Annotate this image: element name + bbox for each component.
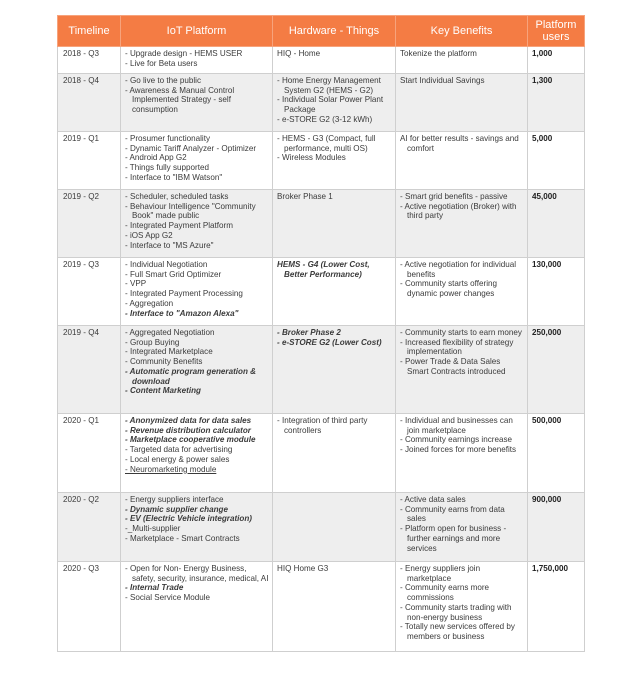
- table-row: [58, 74, 585, 132]
- users-cell: 900,000: [528, 493, 585, 562]
- hardware-cell: [273, 326, 396, 414]
- roadmap-table: [57, 15, 585, 652]
- users-cell: 1,750,000: [528, 562, 585, 652]
- table-row: [58, 414, 585, 493]
- iot-line: - VPP: [125, 279, 147, 289]
- hardware-line: HIQ - Home: [277, 49, 321, 58]
- timeline-cell: 2020 - Q1: [58, 414, 121, 493]
- iot-line: - Aggregated Negotiation: [125, 328, 215, 337]
- iot-line: - Targeted data for advertising: [125, 445, 233, 455]
- hardware-line: HIQ Home G3: [277, 564, 329, 573]
- users-cell: 5,000: [528, 132, 585, 190]
- timeline-cell: 2020 - Q3: [58, 562, 121, 652]
- header-platform-users: Platform users: [528, 16, 585, 47]
- header-iot-platform: IoT Platform: [121, 16, 273, 47]
- hardware-cell: [273, 47, 396, 74]
- iot-line: - Aggregation: [125, 298, 174, 308]
- iot-cell: [121, 258, 273, 326]
- timeline-cell: 2019 - Q1: [58, 132, 121, 190]
- hardware-cell: [273, 258, 396, 326]
- table-row: [58, 562, 585, 652]
- iot-cell: [121, 74, 273, 132]
- table-row: [58, 258, 585, 326]
- table-row: [58, 190, 585, 258]
- iot-line: - Interface to "MS Azure": [125, 240, 214, 250]
- hardware-line: - Individual Solar Power Plant Package: [277, 95, 384, 115]
- iot-line: - Live for Beta users: [125, 58, 198, 68]
- hardware-line: - Wireless Modules: [277, 153, 346, 163]
- iot-line-emphasis: - Content Marketing: [125, 386, 201, 396]
- iot-line-emphasis: - Automatic program generation & download: [125, 366, 257, 386]
- benefit-line: - Community starts offering dynamic power changes: [400, 279, 498, 299]
- timeline-cell: 2019 - Q2: [58, 190, 121, 258]
- iot-line: - Integrated Payment Platform: [125, 221, 233, 231]
- benefit-line: - Totally new services offered by members or business: [400, 622, 515, 641]
- benefit-line: Start Individual Savings: [400, 76, 485, 85]
- benefit-line: Tokenize the platform: [400, 49, 477, 58]
- hardware-line: - HEMS - G3 (Compact, full performance, multi OS): [277, 134, 376, 153]
- benefit-line: - Power Trade & Data Sales Smart Contracts introduced: [400, 357, 506, 376]
- iot-cell: [121, 132, 273, 190]
- hardware-line-emphasis: - e-STORE G2 (Lower Cost): [277, 337, 382, 347]
- iot-line: - Energy suppliers interface: [125, 495, 224, 504]
- benefit-line: - Community starts trading with non-energy business: [400, 602, 512, 622]
- iot-line: - iOS App G2: [125, 230, 173, 240]
- iot-line: - Group Buying: [125, 337, 180, 347]
- timeline-cell: 2018 - Q3: [58, 47, 121, 74]
- benefit-line: - Active data sales: [400, 495, 466, 504]
- users-cell: 1,000: [528, 47, 585, 74]
- benefit-line: - Community earnings increase: [400, 435, 513, 445]
- header-row: [58, 16, 585, 47]
- hardware-line-emphasis: HEMS - G4 (Lower Cost, Better Performance): [277, 260, 370, 279]
- users-cell: 45,000: [528, 190, 585, 258]
- benefit-line: - Joined forces for more benefits: [400, 445, 517, 455]
- header-hardware: Hardware - Things: [273, 16, 396, 47]
- table-row: [58, 493, 585, 562]
- iot-line: - Prosumer functionality: [125, 134, 211, 143]
- benefit-line: - Community starts to earn money: [400, 328, 522, 337]
- hardware-cell: [273, 74, 396, 132]
- users-cell: 1,300: [528, 74, 585, 132]
- benefits-cell: [396, 562, 528, 652]
- hardware-line-emphasis: - Broker Phase 2: [277, 328, 341, 337]
- benefit-line: - Energy suppliers join marketplace: [400, 564, 481, 583]
- benefit-line: - Smart grid benefits - passive: [400, 192, 508, 201]
- iot-line: - Open for Non- Energy Business, safety, security, insurance, medical, AI: [125, 564, 269, 583]
- benefit-line: - Increased flexibility of strategy implementation: [400, 337, 514, 357]
- iot-cell: [121, 493, 273, 562]
- benefits-cell: [396, 47, 528, 74]
- iot-line: - Marketplace - Smart Contracts: [125, 533, 240, 543]
- iot-line-emphasis: - Marketplace cooperative module: [125, 435, 256, 445]
- hardware-cell: [273, 493, 396, 562]
- iot-line-emphasis: - Interface to "Amazon Alexa": [125, 308, 239, 318]
- iot-line-emphasis: - Anonymized data for data sales: [125, 416, 252, 425]
- benefit-line: - Platform open for business - further earnings and more services: [400, 524, 507, 553]
- hardware-cell: [273, 562, 396, 652]
- iot-line-underlined: - Neuromarketing module: [125, 464, 217, 474]
- iot-line-emphasis: - Revenue distribution calculator: [125, 425, 251, 435]
- iot-line: - Dynamic Tariff Analyzer - Optimizer: [125, 143, 257, 153]
- hardware-line: - Integration of third party controllers: [277, 416, 368, 435]
- iot-line: - Integrated Payment Processing: [125, 289, 243, 299]
- iot-line: - Interface to "IBM Watson": [125, 172, 223, 182]
- iot-line: - Android App G2: [125, 153, 187, 163]
- users-cell: 250,000: [528, 326, 585, 414]
- benefit-line: - Community earns from data sales: [400, 504, 505, 524]
- benefit-line: - Active negotiation (Broker) with third party: [400, 201, 517, 221]
- benefits-cell: [396, 493, 528, 562]
- header-timeline: Timeline: [58, 16, 121, 47]
- hardware-cell: [273, 132, 396, 190]
- header-key-benefits: Key Benefits: [396, 16, 528, 47]
- iot-line: - Awareness & Manual Control Implemented Strategy - self consumption: [125, 85, 235, 115]
- iot-line: - Social Service Module: [125, 593, 211, 603]
- iot-line: - Go live to the public: [125, 76, 202, 85]
- table-row: [58, 132, 585, 190]
- table-row: [58, 326, 585, 414]
- timeline-cell: 2019 - Q4: [58, 326, 121, 414]
- timeline-cell: 2020 - Q2: [58, 493, 121, 562]
- iot-line: - Things fully supported: [125, 163, 209, 173]
- timeline-cell: 2018 - Q4: [58, 74, 121, 132]
- iot-cell: [121, 414, 273, 493]
- benefits-cell: [396, 132, 528, 190]
- benefits-cell: [396, 190, 528, 258]
- timeline-cell: 2019 - Q3: [58, 258, 121, 326]
- hardware-line: Broker Phase 1: [277, 192, 333, 201]
- benefits-cell: [396, 74, 528, 132]
- benefit-line: - Community earns more commissions: [400, 583, 490, 603]
- benefits-cell: [396, 414, 528, 493]
- iot-cell: [121, 47, 273, 74]
- iot-line-emphasis: - EV (Electric Vehicle integration): [125, 514, 252, 524]
- benefits-cell: [396, 326, 528, 414]
- benefits-cell: [396, 258, 528, 326]
- iot-line-emphasis: - Dynamic supplier change: [125, 504, 228, 514]
- benefit-line: - Individual and businesses can join marketplace: [400, 416, 513, 435]
- table-row: [58, 47, 585, 74]
- benefit-line: - Active negotiation for individual benefits: [400, 260, 517, 279]
- iot-line: - Scheduler, scheduled tasks: [125, 192, 229, 201]
- iot-cell: [121, 562, 273, 652]
- hardware-cell: [273, 190, 396, 258]
- hardware-line: - e-STORE G2 (3-12 kWh): [277, 114, 373, 124]
- users-cell: 130,000: [528, 258, 585, 326]
- iot-line: - Full Smart Grid Optimizer: [125, 269, 222, 279]
- roadmap-table-container: [57, 15, 584, 652]
- iot-line: - Upgrade design - HEMS USER: [125, 49, 243, 58]
- iot-line: - Integrated Marketplace: [125, 347, 213, 357]
- benefit-line: AI for better results - savings and comfort: [400, 134, 519, 153]
- users-cell: 500,000: [528, 414, 585, 493]
- hardware-line: - Home Energy Management System G2 (HEMS - G2): [277, 76, 381, 95]
- iot-line: - Community Benefits: [125, 357, 203, 367]
- iot-line-emphasis: - Internal Trade: [125, 583, 184, 593]
- iot-line: -_Multi-supplier: [125, 524, 181, 534]
- iot-line: - Individual Negotiation: [125, 260, 208, 269]
- iot-line: - Local energy & power sales: [125, 454, 230, 464]
- iot-line: - Behaviour Intelligence "Community Book" made public: [125, 201, 256, 221]
- hardware-cell: [273, 414, 396, 493]
- iot-cell: [121, 326, 273, 414]
- iot-cell: [121, 190, 273, 258]
